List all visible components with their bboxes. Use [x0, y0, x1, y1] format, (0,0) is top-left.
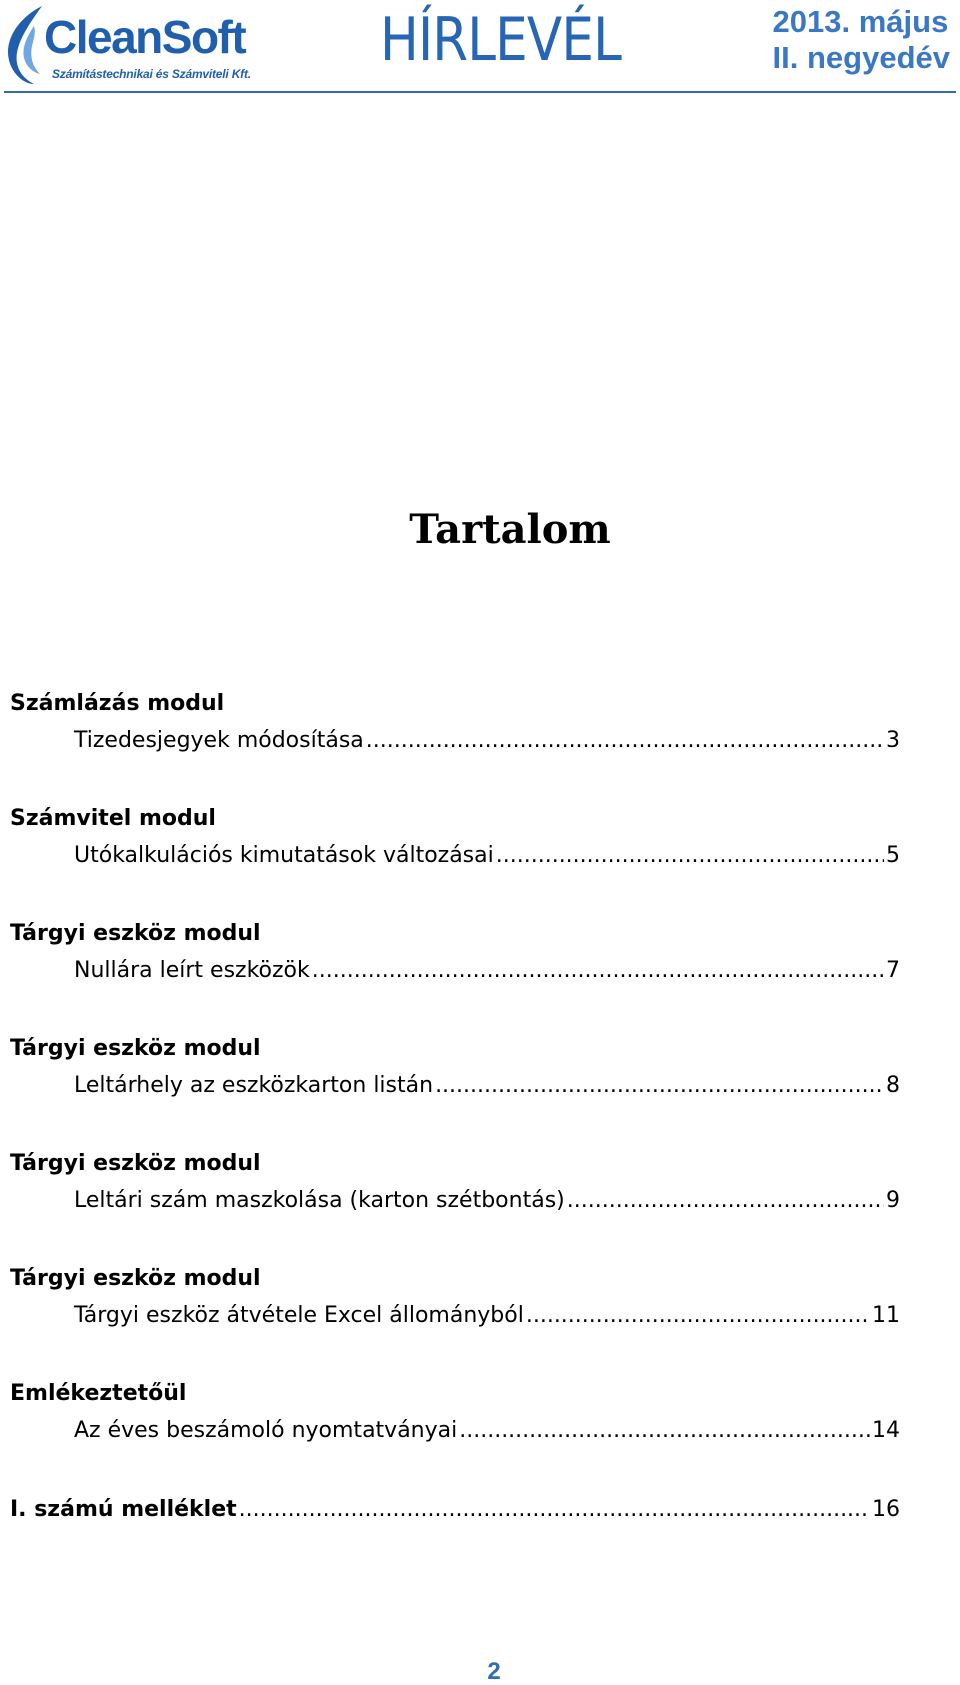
section-heading: Emlékeztetőül	[10, 1381, 187, 1406]
toc-entry-label: Nullára leírt eszközök	[74, 958, 310, 983]
dot-leader	[496, 841, 884, 871]
toc-entry[interactable]	[10, 956, 900, 986]
toc-entry[interactable]	[10, 1416, 900, 1446]
drop-logo-icon	[4, 4, 48, 86]
dot-leader	[366, 726, 884, 756]
page-number: 2	[487, 1658, 501, 1685]
page-title: Tartalom	[409, 506, 611, 553]
section-heading: Tárgyi eszköz modul	[10, 1151, 261, 1176]
header-divider	[4, 91, 956, 93]
toc-entry[interactable]	[10, 1186, 900, 1216]
section-heading: Tárgyi eszköz modul	[10, 921, 261, 946]
toc-section	[10, 1035, 900, 1150]
toc-entry[interactable]	[10, 841, 900, 871]
section-heading: Tárgyi eszköz modul	[10, 1036, 261, 1061]
brand-name: CleanSoft	[44, 11, 246, 63]
toc-entry-label: Utókalkulációs kimutatások változásai	[74, 843, 494, 868]
cleansoft-logo	[4, 4, 274, 86]
dot-leader	[459, 1416, 870, 1446]
toc-section	[10, 1265, 900, 1380]
toc-appendix-entry[interactable]	[10, 1495, 900, 1525]
toc-appendix-label: I. számú melléklet	[10, 1497, 237, 1522]
section-heading: Tárgyi eszköz modul	[10, 1266, 261, 1291]
toc-appendix-page: 16	[872, 1497, 900, 1522]
dot-leader	[435, 1071, 884, 1101]
toc-entry-page: 3	[886, 728, 900, 753]
section-heading: Számlázás modul	[10, 691, 225, 716]
toc-entry-page: 9	[886, 1188, 900, 1213]
issue-info	[773, 4, 950, 76]
toc-entry[interactable]	[10, 1301, 900, 1331]
toc-entry[interactable]	[10, 726, 900, 756]
toc-entry-page: 7	[886, 958, 900, 983]
toc-section	[10, 805, 900, 920]
dot-leader	[567, 1186, 884, 1216]
table-of-contents	[10, 690, 900, 1525]
dot-leader	[526, 1301, 870, 1331]
toc-entry-label: Leltári szám maszkolása (karton szétbontás)	[74, 1188, 565, 1213]
toc-entry-label: Tárgyi eszköz átvétele Excel állományból	[74, 1303, 524, 1328]
toc-entry-label: Az éves beszámoló nyomtatványai	[74, 1418, 458, 1443]
toc-entry-label: Tizedesjegyek módosítása	[74, 728, 364, 753]
toc-entry-page: 14	[872, 1418, 900, 1443]
toc-entry-page: 5	[886, 843, 900, 868]
issue-quarter: II. negyedév	[772, 40, 950, 75]
section-heading: Számvitel modul	[10, 806, 216, 831]
toc-entry-page: 8	[886, 1073, 900, 1098]
toc-section	[10, 920, 900, 1035]
toc-entry[interactable]	[10, 1071, 900, 1101]
toc-entry-page: 11	[872, 1303, 900, 1328]
newsletter-title: HÍRLEVÉL	[380, 5, 622, 75]
brand-subtitle: Számítástechnikai és Számviteli Kft.	[52, 67, 251, 81]
issue-date: 2013. május	[772, 4, 949, 39]
toc-section	[10, 1380, 900, 1495]
toc-section	[10, 1150, 900, 1265]
toc-entry-label: Leltárhely az eszközkarton listán	[74, 1073, 434, 1098]
newsletter-header	[0, 0, 960, 96]
dot-leader	[239, 1495, 870, 1525]
dot-leader	[312, 956, 884, 986]
toc-section	[10, 690, 900, 805]
